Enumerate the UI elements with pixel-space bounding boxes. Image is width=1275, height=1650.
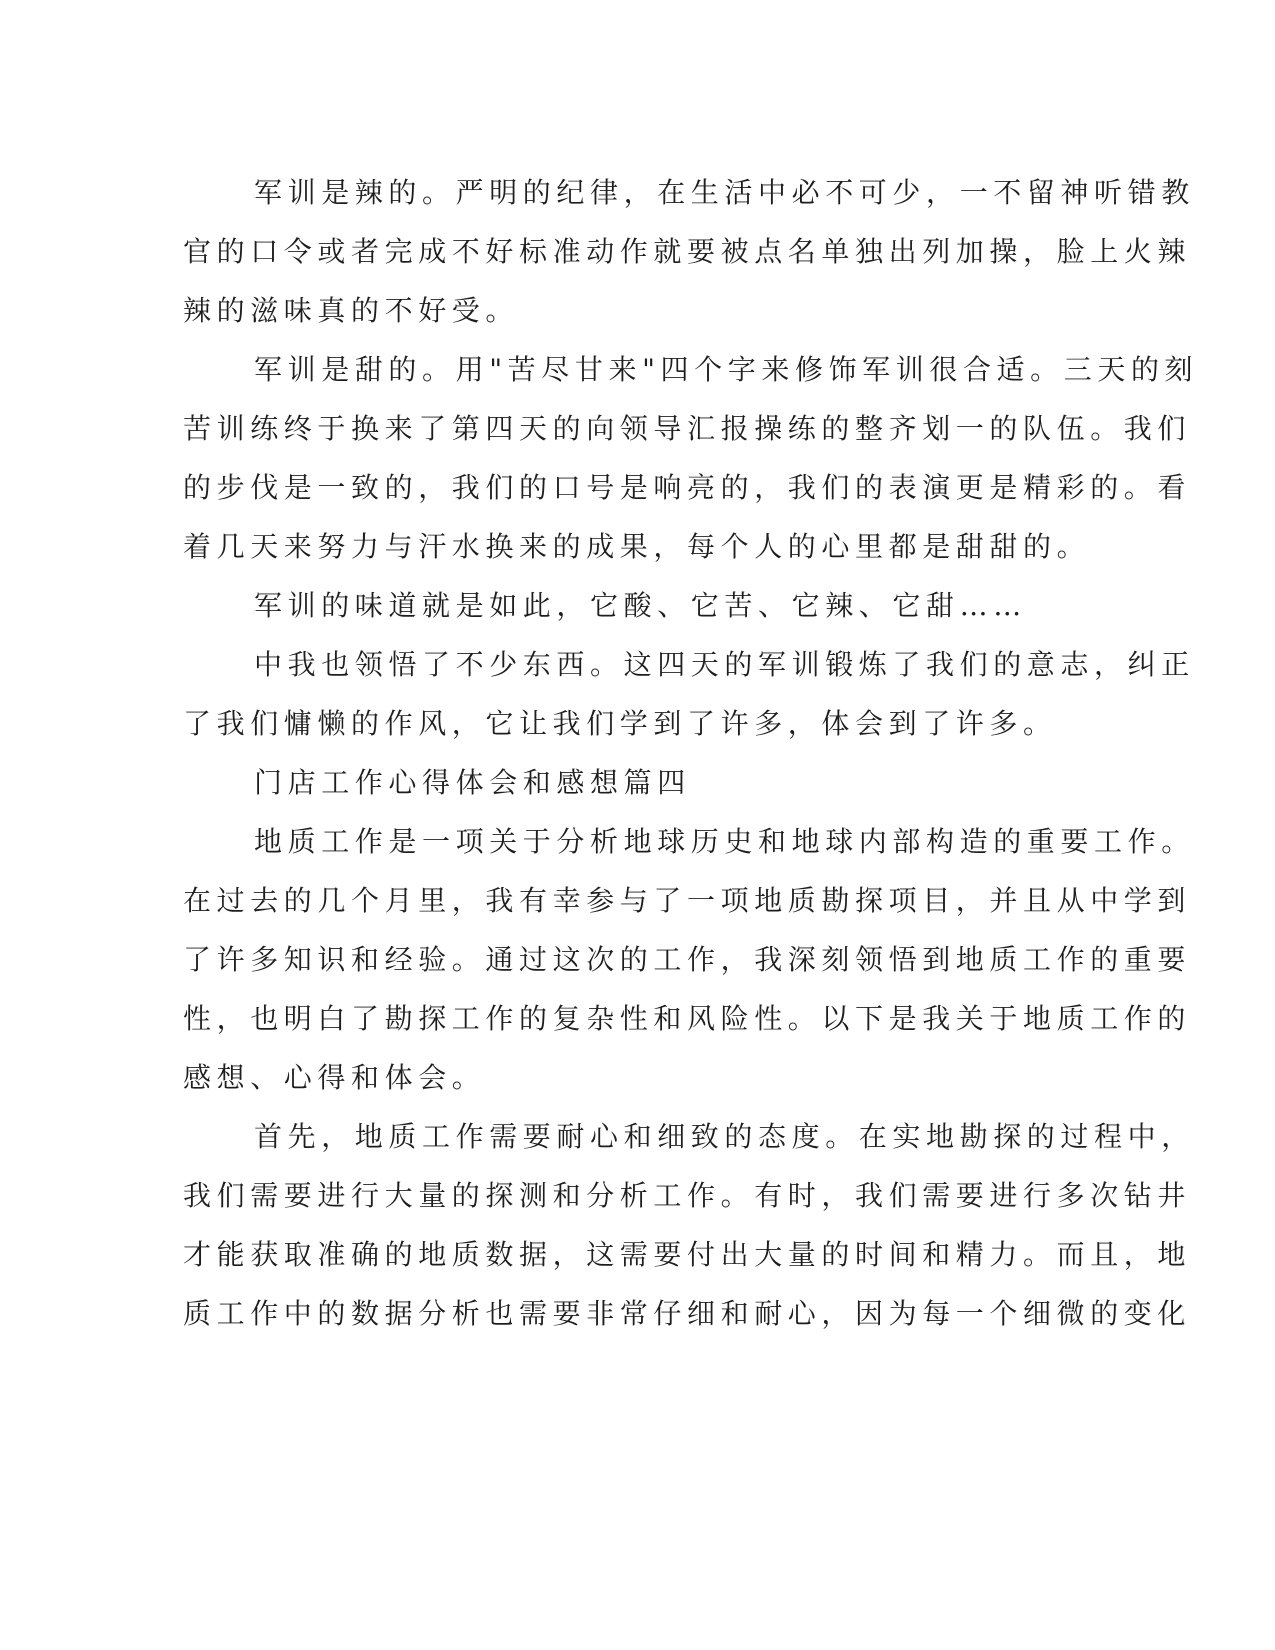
text-line-9: 中我也领悟了不少东西。这四天的军训锻炼了我们的意志，纠正 [254,648,1195,681]
text-line-13: 在过去的几个月里，我有幸参与了一项地质勘探项目，并且从中学到 [183,884,1192,917]
text-line-5: 苦训练终于换来了第四天的向领导汇报操练的整齐划一的队伍。我们 [183,412,1192,445]
text-line-17: 首先，地质工作需要耐心和细致的态度。在实地勘探的过程中， [254,1120,1195,1153]
text-line-4: 军训是甜的。用"苦尽甘来"四个字来修饰军训很合适。三天的刻 [254,353,1199,386]
text-line-7: 着几天来努力与汗水换来的成果，每个人的心里都是甜甜的。 [183,530,1091,563]
text-line-19: 才能获取准确的地质数据，这需要付出大量的时间和精力。而且，地 [183,1238,1192,1271]
text-line-15: 性，也明白了勘探工作的复杂性和风险性。以下是我关于地质工作的 [183,1002,1192,1035]
text-line-2: 官的口令或者完成不好标准动作就要被点名单独出列加操，脸上火辣 [183,235,1192,268]
text-line-12: 地质工作是一项关于分析地球历史和地球内部构造的重要工作。 [254,825,1195,858]
document-body [183,163,1199,1343]
text-line-1: 军训是辣的。严明的纪律，在生活中必不可少，一不留神听错教 [254,176,1195,209]
text-line-10: 了我们慵懒的作风，它让我们学到了许多，体会到了许多。 [183,707,1057,740]
section-heading: 门店工作心得体会和感想篇四 [254,766,691,799]
text-line-14: 了许多知识和经验。通过这次的工作，我深刻领悟到地质工作的重要 [183,943,1192,976]
text-line-20: 质工作中的数据分析也需要非常仔细和耐心，因为每一个细微的变化 [183,1297,1192,1330]
text-line-3: 辣的滋味真的不好受。 [183,294,520,327]
text-line-6: 的步伐是一致的，我们的口号是响亮的，我们的表演更是精彩的。看 [183,471,1192,504]
text-line-8: 军训的味道就是如此，它酸、它苦、它辣、它甜…… [254,589,1027,622]
text-line-16: 感想、心得和体会。 [183,1061,486,1094]
text-line-18: 我们需要进行大量的探测和分析工作。有时，我们需要进行多次钻井 [183,1179,1192,1212]
